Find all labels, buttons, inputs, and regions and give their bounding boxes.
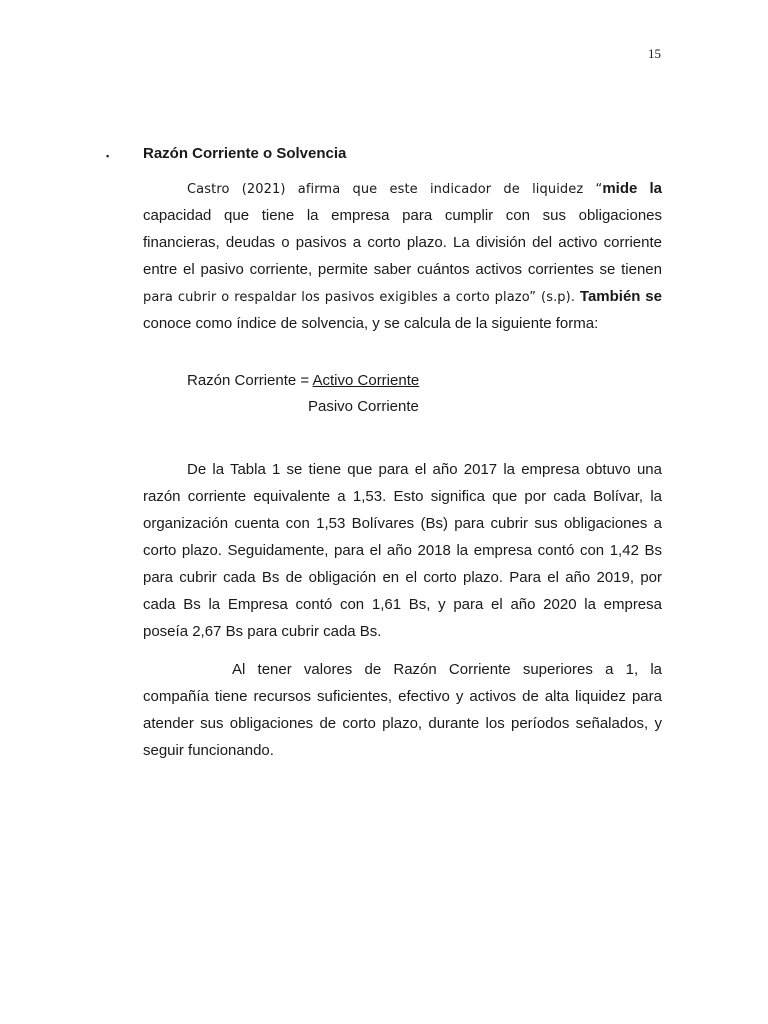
paragraph-line: cada Bs la Empresa contó con 1,61 Bs, y para el año 2020 la empresa — [143, 596, 662, 613]
paragraph-tabla-1 — [143, 456, 662, 645]
paragraph-line: capacidad que tiene la empresa para cumplir con sus obligaciones — [143, 207, 662, 224]
paragraph-line: Al tener valores de Razón Corriente superiores a 1, la — [232, 661, 662, 678]
page-number: 15 — [648, 46, 661, 61]
paragraph-line: atender sus obligaciones de corto plazo, durante los períodos señalados, y — [143, 715, 662, 732]
paragraph-line: poseía 2,67 Bs para cubrir cada Bs. — [143, 623, 382, 640]
formula-numerator: Activo Corriente — [312, 372, 420, 389]
formula-numerator-line — [187, 372, 419, 389]
paragraph-line: para cubrir cada Bs de obligación en el corto plazo. Para el año 2019, por — [143, 569, 662, 586]
paragraph-line: entre el pasivo corriente, permite saber cuántos activos corrientes se tienen — [143, 261, 662, 278]
paragraph-line: financieras, deudas o pasivos a corto plazo. La división del activo corriente — [143, 234, 662, 251]
paragraph-line: para cubrir o respaldar los pasivos exigibles a corto plazo” (s.p). También se — [143, 288, 662, 305]
paragraph-line: compañía tiene recursos suficientes, efectivo y activos de alta liquidez para — [143, 688, 662, 705]
section-heading: Razón Corriente o Solvencia — [143, 145, 347, 162]
paragraph-line: Castro (2021) afirma que este indicador de liquidez “mide la — [187, 180, 662, 197]
paragraph-castro-quote — [143, 175, 662, 337]
paragraph-conclusion — [143, 656, 662, 764]
formula-denominator: Pasivo Corriente — [308, 398, 419, 415]
formula-lhs: Razón Corriente = — [187, 372, 313, 389]
paragraph-line: organización cuenta con 1,53 Bolívares (Bs) para cubrir sus obligaciones a — [143, 515, 662, 532]
paragraph-line: seguir funcionando. — [143, 742, 274, 759]
paragraph-line: razón corriente equivalente a 1,53. Esto significa que por cada Bolívar, la — [143, 488, 662, 505]
bullet-marker: ▪ — [106, 151, 110, 161]
paragraph-line: corto plazo. Seguidamente, para el año 2018 la empresa contó con 1,42 Bs — [143, 542, 662, 559]
paragraph-line: conoce como índice de solvencia, y se calcula de la siguiente forma: — [143, 315, 599, 332]
paragraph-line: De la Tabla 1 se tiene que para el año 2017 la empresa obtuvo una — [187, 461, 662, 478]
